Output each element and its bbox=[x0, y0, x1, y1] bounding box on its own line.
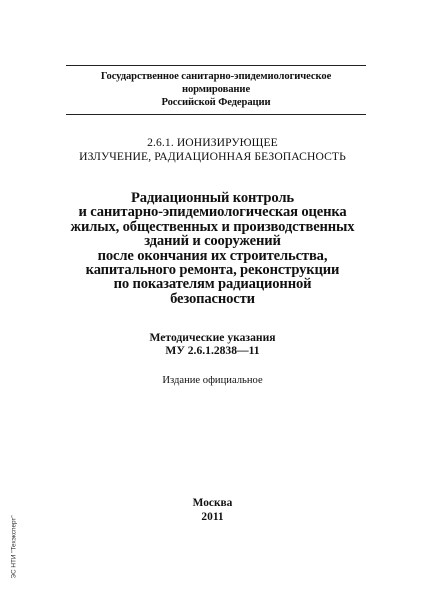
header-bottom-rule bbox=[66, 114, 366, 115]
side-stamp bbox=[9, 497, 19, 597]
document-title bbox=[30, 191, 395, 306]
header-line-1: Государственное санитарно-эпидемиологическое нормирование bbox=[100, 71, 332, 95]
title-line: по показателям радиационной bbox=[113, 276, 312, 293]
publication-header bbox=[66, 65, 366, 115]
edition-note: Издание официальное bbox=[162, 375, 263, 386]
title-line: зданий и сооружений bbox=[144, 233, 281, 250]
header-line-2: Российской Федерации bbox=[161, 97, 271, 108]
document-type bbox=[60, 331, 365, 357]
document-type-label: Методические указания bbox=[149, 331, 276, 344]
series-heading bbox=[40, 136, 385, 164]
title-line: безопасности bbox=[170, 290, 255, 307]
side-stamp-text: ЭС НТИ "Техэксперт" bbox=[10, 515, 18, 579]
series-line-1: 2.6.1. ИОНИЗИРУЮЩЕЕ bbox=[147, 136, 278, 149]
header-top-rule bbox=[66, 65, 366, 66]
title-line: жилых, общественных и производственных bbox=[70, 218, 355, 235]
imprint-year: 2011 bbox=[201, 510, 224, 523]
series-line-2: ИЗЛУЧЕНИЕ, РАДИАЦИОННАЯ БЕЗОПАСНОСТЬ bbox=[79, 150, 346, 163]
title-line: и санитарно-эпидемиологическая оценка bbox=[78, 204, 347, 221]
title-line: Радиационный контроль bbox=[131, 190, 294, 206]
title-line: после окончания их строительства, bbox=[97, 247, 328, 264]
document-number: МУ 2.6.1.2838—11 bbox=[165, 344, 260, 357]
imprint-city: Москва bbox=[192, 497, 233, 509]
title-line: капитального ремонта, реконструкции bbox=[85, 262, 340, 279]
imprint bbox=[120, 497, 305, 524]
